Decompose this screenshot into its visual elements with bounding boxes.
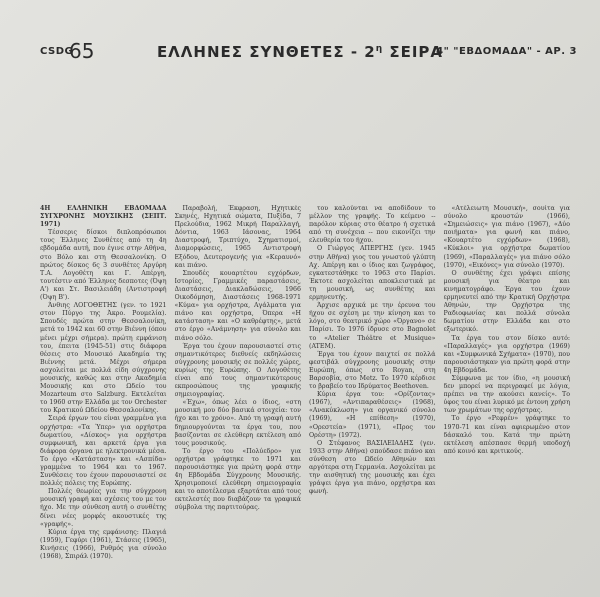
- paragraph: Άρχισε αρχικά με την έρευνα του ήχου σε σχέση με την κίνηση και το λόγο, στο θεατρικό χώρο «Όργανο» σε Παρίσι. Το 1976 ίδρυσε στο Bagnolet το «Atelier Théâtre et Musique» (ATEM).: [309, 302, 436, 350]
- paragraph: Παραβολή, Έκφραση, Ηχητικές Σκηνές, Ηχητικά σώματα, Πυξίδα, 7 Πρελούδια, 1962 Μικρή Παραλλαγή, Δόντια, 1963 Ιάσονας, 1964 Διαστροφή, Τριπτύχο, Σχηματισμοί, Διαμορφώσεις, 1965 Αντιστροφή Εξόδου, Δευτερογενής για «Κεραυνό» και πιάνο.: [174, 205, 301, 269]
- paragraph: Κύρια έργα του: «Ορίζοντας» (1967), «Αντιπαραθέσεις» (1968), «Ανακύκλωση» για οργανικό σύνολο (1969), «Η επίθεση» (1970), «Ορεστεία» (1971), «Προς τον Ορέστη» (1972).: [309, 391, 436, 439]
- issue-label: 4" "ΕΒΔΟΜΑΔΑ" - ΑΡ. 3: [436, 46, 577, 57]
- paragraph: Το έργο «Ρεφρέν» γράφτηκε το 1970-71 και είναι αφιερωμένο στον δάσκαλό του. Κατά την πρώτη εκτέλεση απέσπασε θερμή υποδοχή από κοινό και κριτικούς.: [443, 415, 570, 455]
- paragraph: «Ατέλειωτη Μουσική», σουίτα για σύνολο κρουστών (1966), «Σημειώσεις» για πιάνο (1967), «Δύο ποιήματα» για φωνή και πιάνο, «Κουαρτέτο εγχόρδων» (1968), «Κύκλοι» για ορχήστρα δωματίου (1969), «Παραλλαγές» για πιάνο σόλο (1970), «Εικόνες» για σύνολο (1970).: [443, 205, 570, 269]
- paragraph: Άνθιης ΛΟΓΟΘΕΤΗΣ (γεν. το 1921 στον Πύργο της Άκρο. Ρουμελία). Σπουδές πρώτα στην Θεσσαλονίκη, μετά το 1942 και 60 στην Βιέννη (όπου μένει μέχρι σήμερα). πρώτη εμφάνιση του, έπειτα (1945-51) στις διάφορα θέσεις στο Μουσικό Ακαδημία της Βιέννης μετά. Μέχρι σήμερα ασχολείται με πολλά είδη σύγχρονης μουσικής, καθώς και στην Ακαδημία Μουσικής και στο Ωδείο του Mozarteum στο Salzburg. Εκτελείται το 1960 στην Ελλάδα με τον Orchester του Κρατικού Ωδείου Θεσσαλονίκης.: [40, 302, 167, 415]
- paragraph: Τα έργα του στον δίσκο αυτό: «Παραλλαγές» για ορχήστρα (1969) και «Συμφωνικά Σχήματα» (1970), που παρουσιάστηκαν για πρώτη φορά στην 4η Εβδομάδα.: [443, 334, 570, 374]
- text-column-1: [40, 205, 167, 585]
- text-column-2: [175, 205, 302, 585]
- paragraph: Τέσσερις δίσκοι διπλοπρόσωποι τους Έλληνες Συνθέτες από τη 4η εβδομάδα αυτή, που έγινε στην Αθήνα, στο Βόλο και στη Θεσσαλονίκη. Ο πρώτος δίσκος 6ς 3 συνθέτες Αργύρη Τ.Α. Λογοθέτη και Γ. Απέργη, τουτέστιν από Έλληνες δεσποτες (Όψη Α') και Στ. Βασιλειάδη (Αντιστροφή (Όψη Β').: [40, 229, 167, 302]
- title-main: ΕΛΛΗΝΕΣ ΣΥΝΘΕΤΕΣ - 2: [156, 43, 376, 61]
- paragraph: Σειρά έργων του είναι γραμμένα για ορχήστρα: «Τα Ύπερ» για ορχήστρα δωματίου, «Δίσκος» για ορχήστρα συμφωνική, και αρκετά έργα για διάφορα όργανα με ηλεκτρονικά μέσα. Το έργο «Κατάσταση» και «Ασπίδα» γραμμένα το 1964 και το 1967. Συνθέσεις του έχουν παρουσιαστεί σε πολλές πόλεις της Ευρώπης.: [40, 415, 167, 488]
- paragraph: Ο Στέφανος ΒΑΣΙΛΕΙΑΔΗΣ (γεν. 1933 στην Αθήνα) σπούδασε πιάνο και σύνθεση στο Ωδείο Αθηνών και αργότερα στη Γερμανία. Ασχολείται με την αισθητική της μουσικής και έχει γράψει έργα για πιάνο, ορχήστρα και φωνή.: [309, 439, 436, 496]
- paragraph: Σύμφωνα με τον ίδιο, «η μουσική δεν μπορεί να περιγραφεί με λόγια, πρέπει να την ακούσει κανείς». Το ύφος του είναι λυρικό με έντονη χρήση των χρωμάτων της ορχήστρας.: [443, 374, 570, 415]
- liner-notes: [40, 205, 570, 585]
- column-heading: 4Η ΕΛΛΗΝΙΚΗ ΕΒΔΟΜΑΔΑ ΣΥΓΧΡΟΝΗΣ ΜΟΥΣΙΚΗΣ (ΣΕΠΤ. 1971): [40, 205, 167, 229]
- text-column-4: [444, 205, 571, 585]
- paragraph: Ο Γιώργος ΑΠΕΡΓΗΣ (γεν. 1945 στην Αθήνα) γιος του γνωστού γλύπτη Αχ. Απέργη και ο ίδιος και ζωγράφος, εγκατεστάθηκε το 1963 στο Παρίσι. Έκτοτε ασχολείται αποκλειστικά με τη μουσική, ως συνθέτης και ερμηνευτής.: [309, 245, 436, 302]
- text-column-3: [309, 205, 436, 585]
- title-end: ΣΕΙΡΑ: [383, 43, 444, 61]
- title-sup: η: [375, 44, 384, 54]
- paragraph: Έργα του έχουν παρουσιαστεί στις σημαντικότερες διεθνείς εκδηλώσεις σύγχρονης μουσικής σε πολλές χώρες, κυρίως της Ευρώπης. Ο Λογοθέτης είναι από τους σημαντικότερους εκπροσώπους της γραφικής σημειογραφίας.: [174, 342, 301, 399]
- catalog-number: 65: [69, 39, 95, 63]
- paragraph: «Έχω», όπως λέει ο ίδιος, «στη μουσική μου δύο βασικά στοιχεία: τον ήχο και το χρόνο». Από τη γραφή αυτή δημιουργούνται τα έργα του, που βασίζονται σε ελεύθερη εκτέλεση από τους μουσικούς.: [174, 399, 301, 447]
- paragraph: Το έργο του «Πολύεδρο» για ορχήστρα γράφτηκε το 1971 και παρουσιάστηκε για πρώτη φορά στην 4η Εβδομάδα Σύγχρονης Μουσικής. Χρησιμοποιεί ελεύθερη σημειογραφία και το αποτέλεσμα εξαρτάται από τους εκτελεστές που διαβάζουν τα γραφικά σύμβολα της παρτιτούρας.: [174, 447, 301, 512]
- paragraph: Έργα του έχουν παιχτεί σε πολλά φεστιβάλ σύγχρονης μουσικής στην Ευρώπη, όπως στο Royan, στη Βαρσοβία, στο Metz. Το 1970 κέρδισε το βραβείο του Ιδρύματος Beethoven.: [309, 350, 436, 391]
- paragraph: του καλούνται να αποδίδουν το μέλλον της γραφής. Το κείμενο -- παρόλον κύριας στο θέατρο ή σχετικά από τη συνέχεια -- που εικονίζει την ελευθερία του ήχου.: [309, 205, 436, 245]
- paragraph: Πολλές θεωρίες για την σύγχρονη μουσική γραφή και σχέσεις του με τον ήχο. Με την σύνθεση αυτή ο συνθέτης δίνει νέες μορφές ακουστικές της «γραφής».: [40, 488, 167, 528]
- catalog-label: CSDG: [40, 46, 74, 57]
- paragraph: Ο συνθέτης έχει γράψει επίσης μουσική για θέατρο και κινηματογράφο. Έργα του έχουν ερμηνευτεί από την Κρατική Ορχήστρα Αθηνών, την Ορχήστρα της Ραδιοφωνίας και πολλά σύνολα δωματίου στην Ελλάδα και στο εξωτερικό.: [443, 269, 570, 334]
- paragraph: Κύρια έργα της εμφάνισης: Πλαγιά (1959), Γεφύρι (1961), Στάσεις (1965), Κινήσεις (1966), Ρυθμός για σύνολο (1968), Σπιράλ (1970).: [40, 528, 167, 561]
- paragraph: Σπουδές κουαρτέτου εγχόρδων, Ιστορίες, Γραμμικές παραστάσεις, Διαστάσεις, Διακλαδώσεις, 1966 Οικοδόμηση, Διαστάσεις 1968-1971 «Κύμα» για ορχήστρα, Αγάλματα για πιάνο και ορχήστρα, Όπερα «Η κατάσταση» και «Ο καθρέφτης», μετά στο έργο «Ανάμνηση» για σύνολο και πιάνο σόλο.: [174, 269, 301, 342]
- header: [0, 0, 600, 80]
